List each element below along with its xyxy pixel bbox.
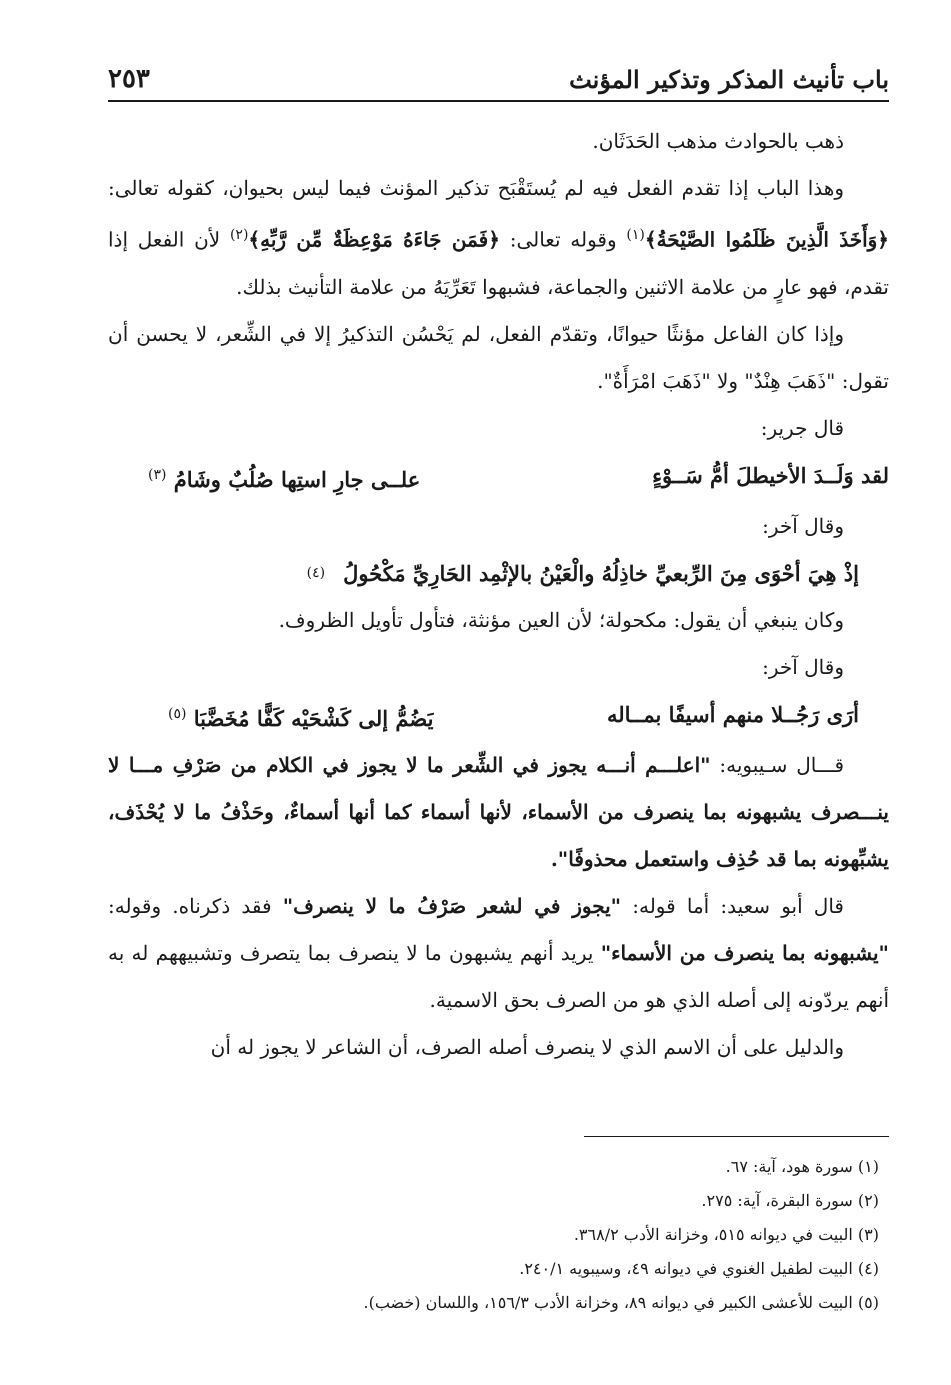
footnote-ref-2: (٢) xyxy=(229,227,249,243)
footnote-ref-4: (٤) xyxy=(306,564,326,581)
paragraph-2 xyxy=(108,165,889,311)
paragraph-4: وكان ينبغي أن يقول: مكحولة؛ لأن العين مؤنثة، فتأول تأويل الظروف. xyxy=(278,607,844,632)
said-jarir: قال جرير: xyxy=(760,415,844,440)
verse-3-second-hemistich xyxy=(168,691,433,742)
poetry-verse-3 xyxy=(108,691,889,742)
page-number: ٢٥٣ xyxy=(108,64,150,94)
footnote-3: (٣) البيت في ديوانه ٥١٥، وخزانة الأدب ٣٦٨/٢. xyxy=(573,1225,879,1244)
paragraph-2-text-b: وقوله تعالى: xyxy=(499,227,627,252)
paragraph-2-text-c: لأن الفعل إذا تقدم، فهو عارٍ من علامة الاثنين والجماعة، فشبهوا تَعَرِّيَهُ من علامة التأنيث بذلك. xyxy=(108,227,889,299)
paragraph-2-text-a: وهذا الباب إذا تقدم الفعل فيه لم يُستَقْبَح تذكير المؤنث فيما ليس بحيوان، كقوله تعالى: xyxy=(108,176,844,200)
footnote-2: (٢) سورة البقرة، آية: ٢٧٥. xyxy=(701,1191,879,1210)
verse-3-first-hemistich: أرَى رَجُــلا منهم أسيفًا بمــاله xyxy=(607,701,859,727)
poetry-verse-2 xyxy=(108,550,889,597)
footnote-ref-1: (١) xyxy=(626,227,645,243)
footnote-ref-3: (٣) xyxy=(148,466,167,483)
verse-1-second-hemistich xyxy=(148,452,420,503)
body-line-1: ذهب بالحوادث مذهب الحَدَثَان. xyxy=(592,129,844,153)
paragraph-6-text-a: قال أبو سعيد: أما قوله: xyxy=(621,893,844,918)
paragraph-5-text-a: قـــال سـيبويه: xyxy=(710,752,844,777)
footnote-1: (١) سورة هود، آية: ٦٧. xyxy=(725,1157,879,1176)
verse-1-second-text: علــى جارِ استِها صُلُبٌ وشَامُ xyxy=(173,466,421,492)
said-other-2: وقال آخر: xyxy=(762,654,844,679)
quote-1: "يجوز في لشعر صَرْفُ ما لا ينصرف" xyxy=(282,893,622,918)
page-header xyxy=(108,58,889,102)
poetry-verse-1 xyxy=(108,452,889,503)
paragraph-5 xyxy=(108,742,889,883)
paragraph-3: وإذا كان الفاعل مؤنثًا حيوانًا، وتقدّم الفعل، لم يَحْسُن التذكيرُ إلا في الشِّعر، لا يحسن أن تقول: "ذَهَبَ هِنْدٌ" ولا "ذَهَبَ امْرَأَةٌ". xyxy=(108,321,889,393)
paragraph-6-text-e: يريد أنهم يشبهون ما لا ينصرف بما يتصرف وتشبيههم له به أنهم يردّونه إلى أصله الذي هو من الصرف بحق الاسمية. xyxy=(108,940,889,1012)
footnote-ref-5: (٥) xyxy=(168,705,187,722)
paragraph-6 xyxy=(108,883,889,1024)
chapter-title: باب تأنيث المذكر وتذكير المؤنث xyxy=(569,65,889,94)
verse-3-second-text: يَضُمُّ إلى كَشْحَيْه كَفًّا مُخَضَّبَا xyxy=(193,705,434,731)
verse-2-text: إذْ هِيَ أحْوَى مِنَ الرِّبعيِّ خاذِلُهُ والْعَيْنُ بالإثْمِد الحَارِيِّ مَكْحُولُ xyxy=(343,560,859,586)
footnotes xyxy=(108,1150,879,1320)
footnote-4: (٤) البيت لطفيل الغنوي في ديوانه ٤٩، وسيبويه ٢٤٠/١. xyxy=(519,1259,879,1278)
paragraph-7: والدليل على أن الاسم الذي لا ينصرف أصله الصرف، أن الشاعر لا يجوز له أن xyxy=(210,1034,844,1059)
quran-verse-1: ﴿وَأَخَذَ الَّذِينَ ظَلَمُوا الصَّيْحَةُ﴾ xyxy=(644,227,890,252)
footnote-5: (٥) البيت للأعشى الكبير في ديوانه ٨٩، وخزانة الأدب ١٥٦/٣، واللسان (خضب). xyxy=(363,1293,879,1312)
quote-2: "يشبهونه بما ينصرف من الأسماء" xyxy=(600,940,889,965)
verse-1-first-hemistich: لقد وَلَــدَ الأخيطلَ أمُّ سَــوْءٍ xyxy=(652,462,889,488)
sibawayh-quote: "اعلـــم أنـــه يجوز في الشِّعر ما لا يجوز في الكلام من صَرْفِ مـــا لا ينـــصرف يشبهونه بما ينصرف من الأسماء، لأنها أسماء كما أنها أسماءٌ، وحَذْفُ ما لا يُحْذَف، يشبِّهونه بما قد حُذِف واستعمل محذوفًا". xyxy=(108,752,889,871)
said-other-1: وقال آخر: xyxy=(762,513,844,538)
page-body xyxy=(108,118,889,1071)
paragraph-6-text-c: فقد ذكرناه. وقوله: xyxy=(108,893,283,918)
footnote-divider xyxy=(584,1136,889,1137)
quran-verse-2: ﴿فَمَن جَاءَهُ مَوْعِظَةٌ مِّن رَّبِّهِ﴾ xyxy=(248,227,500,252)
